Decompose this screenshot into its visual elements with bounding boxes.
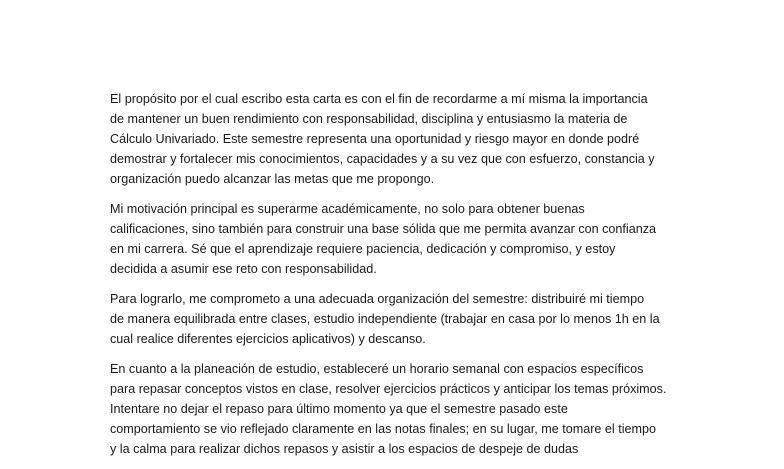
text-line: y la calma para realizar dichos repasos y asistir a los espacios de despeje de dudas — [110, 442, 579, 456]
paragraph-study-plan — [110, 359, 680, 459]
paragraph-purpose — [110, 89, 680, 189]
text-line: Intentare no dejar el repaso para último momento ya que el semestre pasado este — [110, 402, 568, 416]
letter-body — [110, 89, 680, 469]
text-line: Cálculo Univariado. Este semestre representa una oportunidad y riesgo mayor en donde podré — [110, 132, 640, 146]
text-line: cual realice diferentes ejercicios aplicativos) y descanso. — [110, 332, 426, 346]
text-line: organización puedo alcanzar las metas que me propongo. — [110, 172, 435, 186]
text-line: comportamiento se vio reflejado claramente en las notas finales; en su lugar, me tomare el tiempo — [110, 422, 657, 436]
text-line: calificaciones, sino también para construir una base sólida que me permita avanzar con confianza — [110, 222, 657, 236]
text-line: Para lograrlo, me comprometo a una adecuada organización del semestre: distribuiré mi tiempo — [110, 292, 645, 306]
text-line: para repasar conceptos vistos en clase, resolver ejercicios prácticos y anticipar los temas próximos. — [110, 382, 667, 396]
text-line: de manera equilibrada entre clases, estudio independiente (trabajar en casa por lo menos 1h en la — [110, 312, 660, 326]
text-line: demostrar y fortalecer mis conocimientos, capacidades y a su vez que con esfuerzo, constancia y — [110, 152, 655, 166]
paragraph-motivation — [110, 199, 680, 279]
text-line: de mantener un buen rendimiento con responsabilidad, disciplina y entusiasmo la materia de — [110, 112, 628, 126]
text-line: en mi carrera. Sé que el aprendizaje requiere paciencia, dedicación y compromiso, y estoy — [110, 242, 616, 256]
text-line: decidida a asumir ese reto con responsabilidad. — [110, 262, 377, 276]
text-line: El propósito por el cual escribo esta carta es con el fin de recordarme a mí misma la importancia — [110, 92, 648, 106]
text-line: Mi motivación principal es superarme académicamente, no solo para obtener buenas — [110, 202, 585, 216]
paragraph-organization — [110, 289, 680, 349]
text-line: En cuanto a la planeación de estudio, estableceré un horario semanal con espacios específicos — [110, 362, 644, 376]
